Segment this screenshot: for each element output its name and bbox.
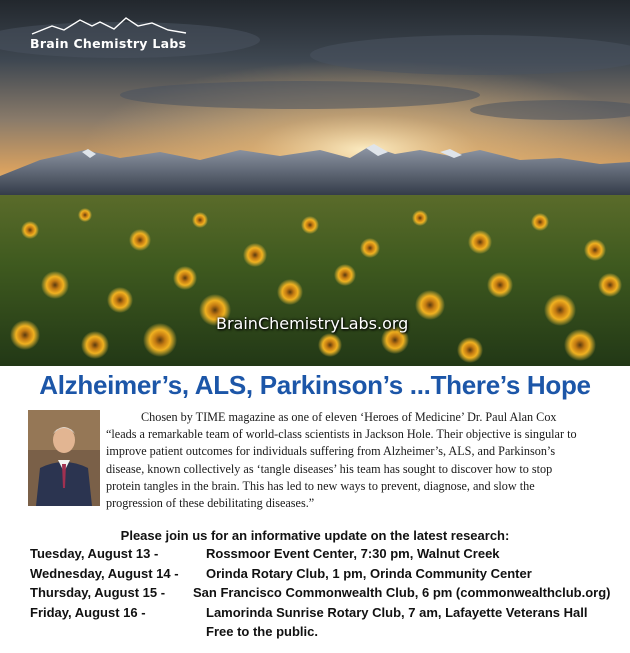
portrait-image <box>28 410 100 506</box>
event-day-thursday: Thursday, August 15 - <box>30 585 166 600</box>
headline: Alzheimer’s, ALS, Parkinson’s ...There’s Hope <box>39 370 591 400</box>
event-day-wednesday: Wednesday, August 14 - <box>30 566 179 581</box>
website-url: BrainChemistryLabs.org <box>216 314 409 333</box>
mountain-logo-icon <box>30 14 190 36</box>
event-desc-tuesday: Rossmoor Event Center, 7:30 pm, Walnut Creek <box>206 546 500 561</box>
free-note: Free to the public. <box>206 624 318 639</box>
brand-name: Brain Chemistry Labs <box>30 36 187 51</box>
event-desc-friday: Lamorinda Sunrise Rotary Club, 7 am, Lafayette Veterans Hall <box>206 605 588 620</box>
event-desc-thursday: San Francisco Commonwealth Club, 6 pm (commonwealthclub.org) <box>193 585 611 600</box>
portrait-photo <box>28 410 100 506</box>
invitation-text: Please join us for an informative update on the latest research: <box>120 528 510 543</box>
event-day-friday: Friday, August 16 - <box>30 605 146 620</box>
brand-logo <box>30 14 230 51</box>
event-day-tuesday: Tuesday, August 13 - <box>30 546 159 561</box>
article-text: Chosen by TIME magazine as one of eleven ‘Heroes of Medicine’ Dr. Paul Alan Cox “leads a remarkable team of world-class scientists in Jackson Hole. Their objective is singular to improve patient outcomes for individuals suffering from Alzheimer’s, ALS, and Parkinson’s disease, known collectively as ‘tangle diseases’ his team has sought to discover how to stop protein tangles in the brain. This has led to new ways to prevent, diagnose, and slow the progression of these debilitating diseases.” <box>106 410 577 511</box>
event-desc-wednesday: Orinda Rotary Club, 1 pm, Orinda Community Center <box>206 566 532 581</box>
